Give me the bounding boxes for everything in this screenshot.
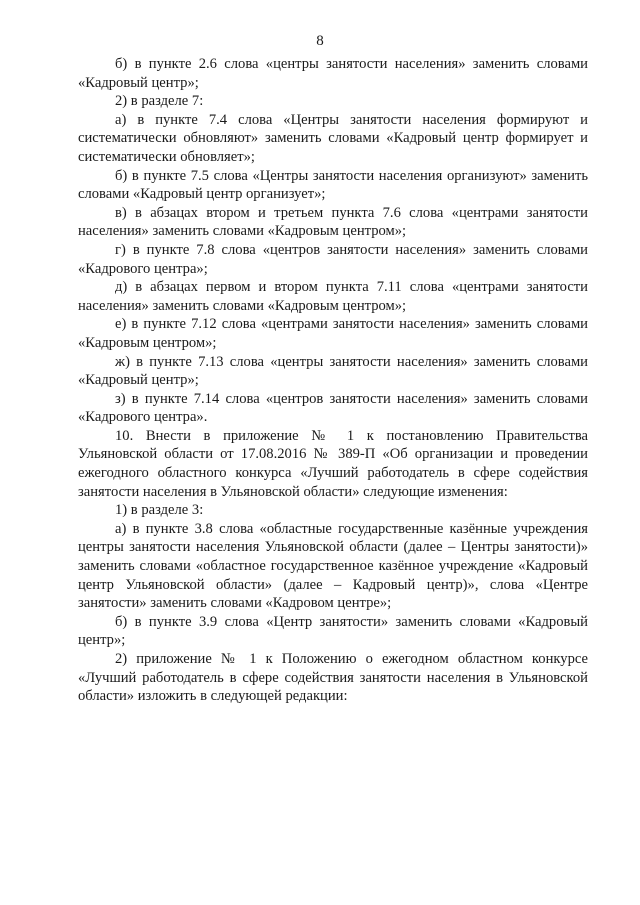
paragraph-3-8: а) в пункте 3.8 слова «областные государственные казённые учреждения центры занятости населения Ульяновской области (далее – Центры занятости)» заменить словами «областное государственное казённое учреждение «Кадровый центр Ульяновской области» (далее – Кадровый центр)», слова «Центре занятости» заменить словами «Кадровом центре»; [78,520,588,612]
paragraph-7-11: д) в абзацах первом и втором пункта 7.11 слова «центрами занятости населения» заменить словами «Кадровым центром»; [78,279,588,314]
paragraph-2-6: б) в пункте 2.6 слова «центры занятости населения» заменить словами «Кадровый центр»; [78,56,588,91]
paragraph-7-13: ж) в пункте 7.13 слова «центры занятости населения» заменить словами «Кадровый центр»; [78,353,588,389]
paragraph-3-9: б) в пункте 3.9 слова «Центр занятости» заменить словами «Кадровый центр»; [78,613,588,649]
paragraph-7-5: б) в пункте 7.5 слова «Центры занятости населения организуют» заменить словами «Кадровый центр организует»; [78,167,588,203]
paragraph-section-3: 1) в разделе 3: [115,502,204,519]
paragraph-7-4: а) в пункте 7.4 слова «Центры занятости населения формируют и систематически обновляют» заменить словами «Кадровый центр формирует и систематически обновляет»; [78,111,588,165]
paragraph-item-10: 10. Внести в приложение № 1 к постановлению Правительства Ульяновской области от 17.08.2016 № 389-П «Об организации и проведении ежегодного областного конкурса «Лучший работодатель в сфере содействия занятости населения в Ульяновской области» следующие изменения: [78,427,588,500]
paragraph-7-8: г) в пункте 7.8 слова «центров занятости населения» заменить словами «Кадрового центра»; [78,241,588,277]
paragraph-7-14: з) в пункте 7.14 слова «центров занятости населения» заменить словами «Кадрового центра». [78,390,588,426]
paragraph-7-6: в) в абзацах втором и третьем пункта 7.6 слова «центрами занятости населения» заменить словами «Кадровым центром»; [78,204,588,240]
paragraph-section-7: 2) в разделе 7: [115,93,204,110]
document-body [78,55,588,706]
page-number: 8 [316,33,324,49]
paragraph-appendix-1: 2) приложение № 1 к Положению о ежегодном областном конкурсе «Лучший работодатель в сфере содействия занятости населения в Ульяновской области» изложить в следующей редакции: [78,651,588,705]
paragraph-7-12: е) в пункте 7.12 слова «центрами занятости населения» заменить словами «Кадровым центром»; [78,316,588,351]
